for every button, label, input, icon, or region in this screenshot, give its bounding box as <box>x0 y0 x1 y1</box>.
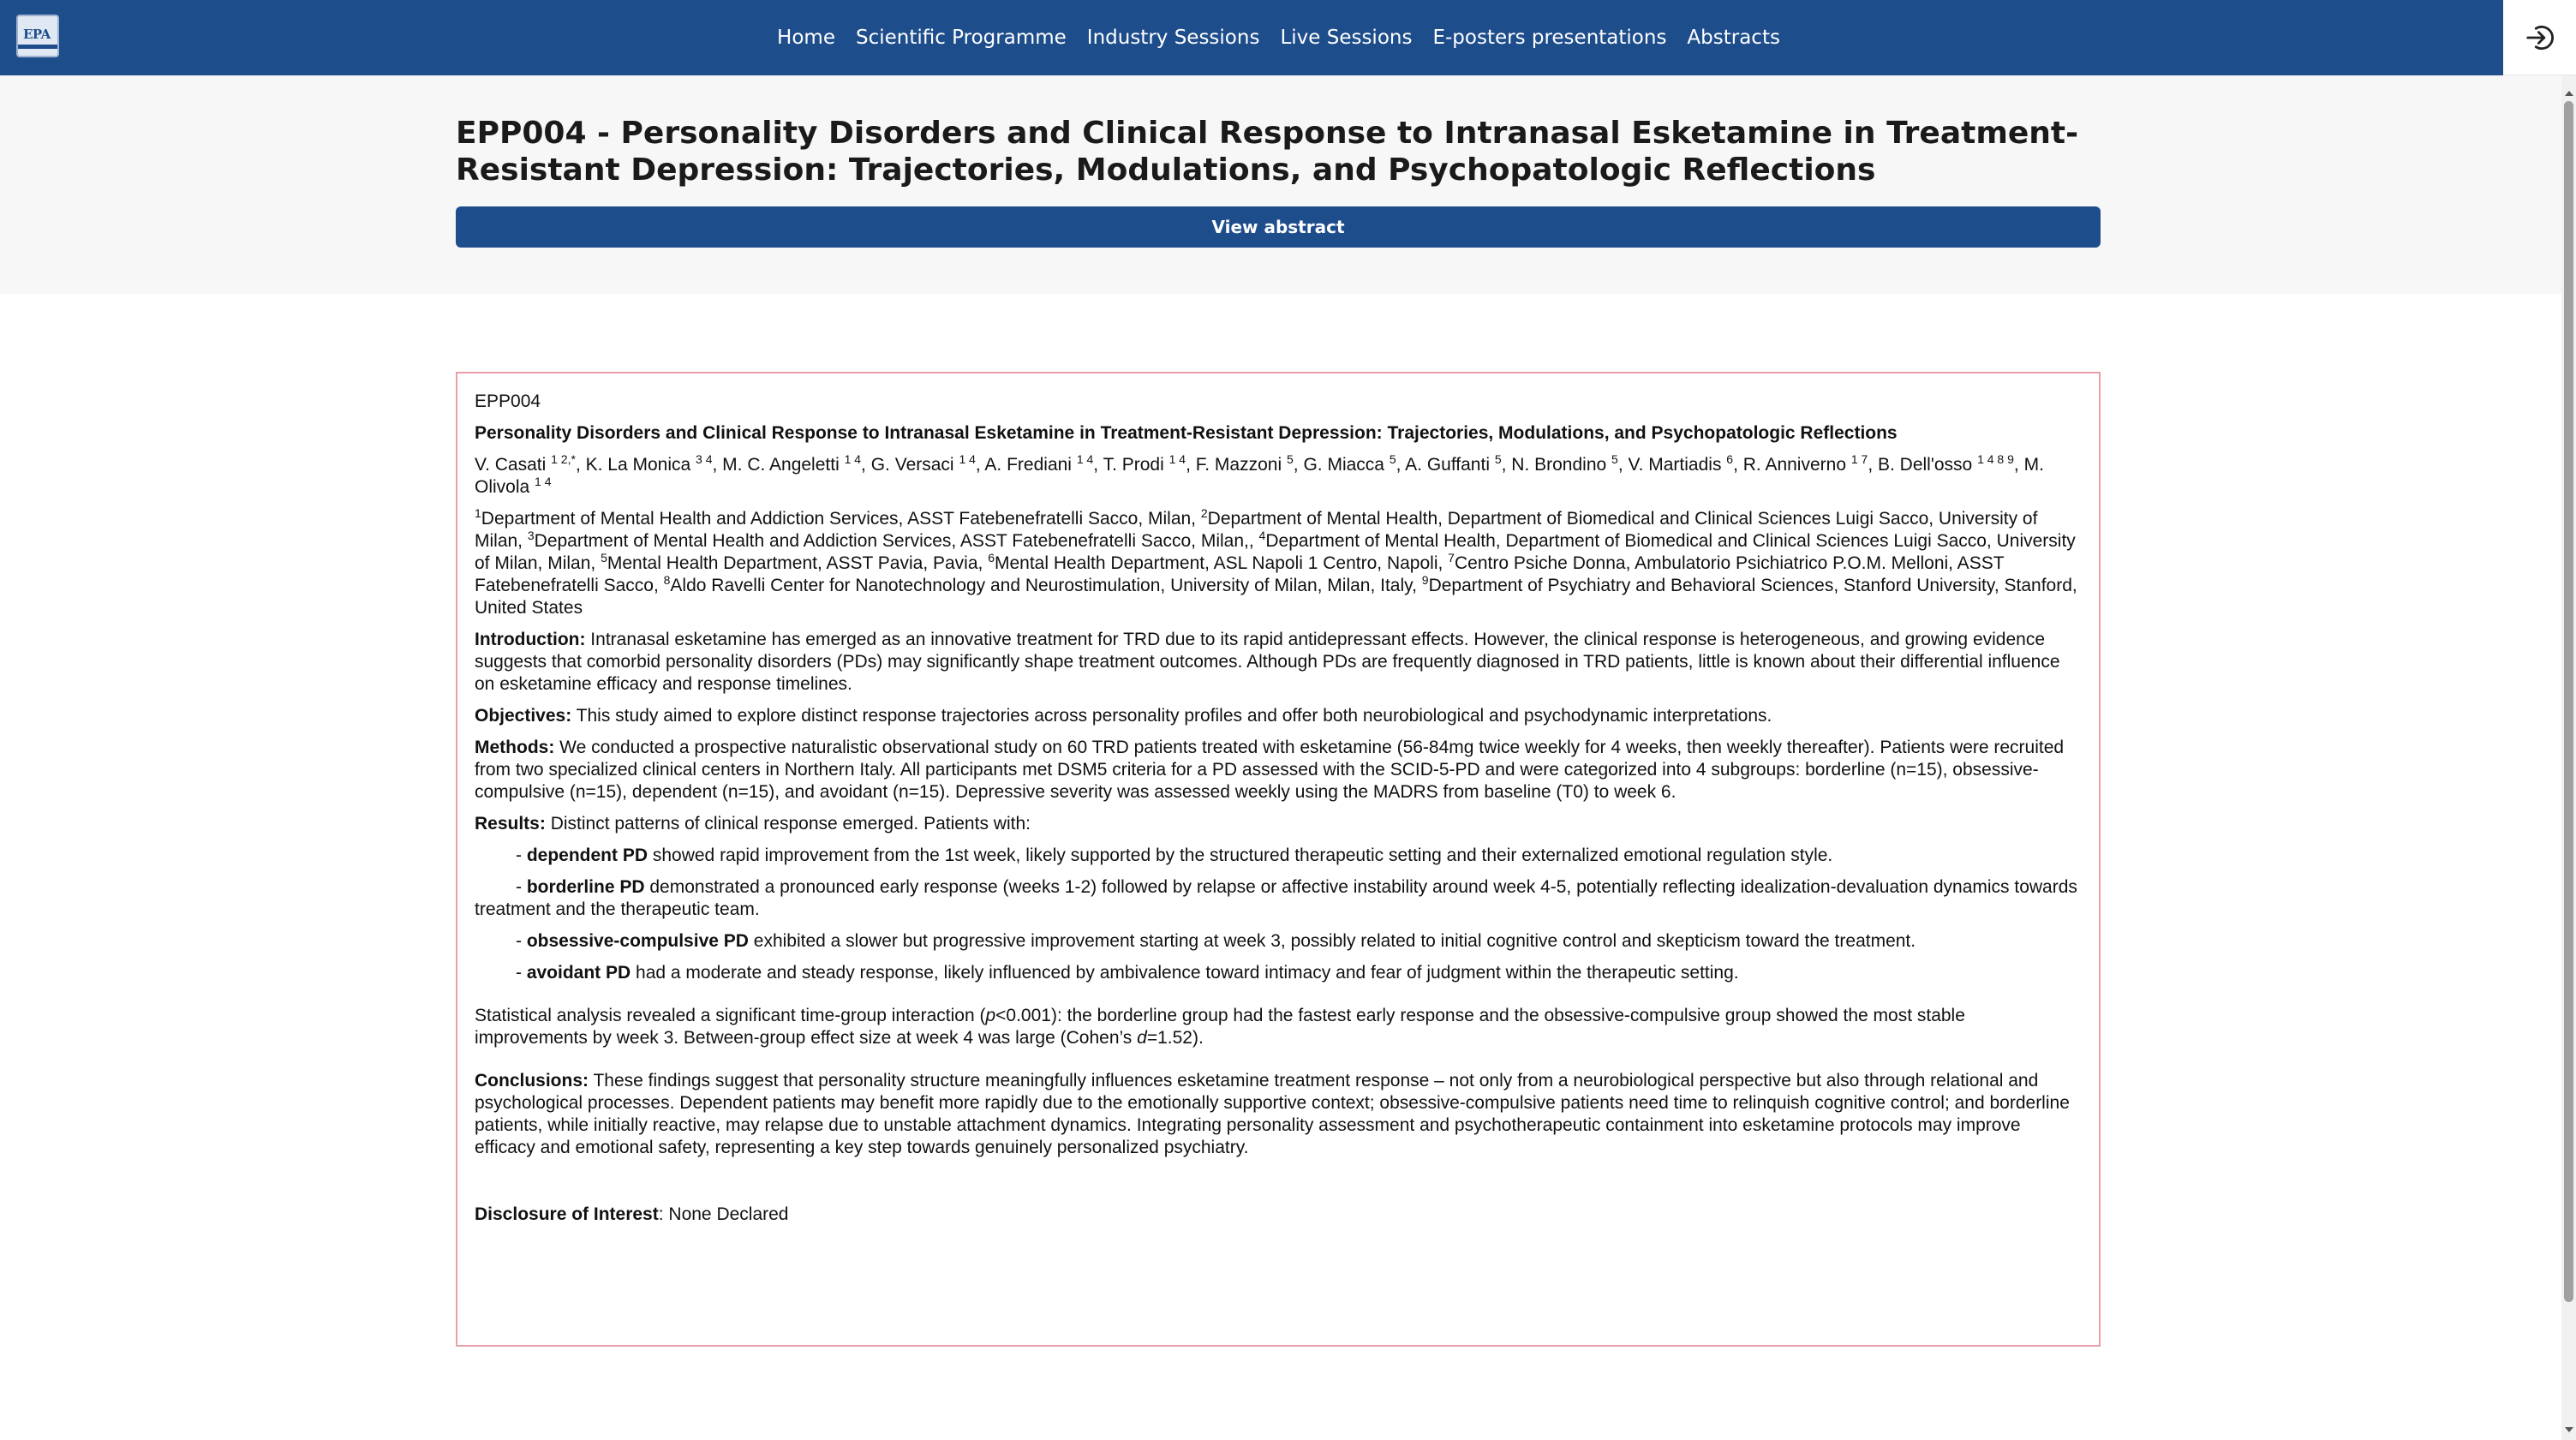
bullet-term: obsessive-compulsive PD <box>526 931 749 951</box>
abstract-title: Personality Disorders and Clinical Response to Intranasal Esketamine in Treatment-Resistant Depression: Trajectories, Modulations, and Psychopatologic Reflections <box>475 423 1898 443</box>
author-affiliation: 1 7 <box>1850 452 1868 466</box>
affiliation-number: 9 <box>1421 573 1429 587</box>
author-affiliation: 5 <box>1494 452 1502 466</box>
affiliation-text: Department of Psychiatry and Behavioral Sciences, Stanford University, Stanford, United States <box>475 576 2077 618</box>
main-nav <box>0 0 2503 75</box>
author-name: V. Casati <box>475 455 547 475</box>
affiliation-number: 5 <box>601 551 607 565</box>
author-affiliation: 3 4 <box>696 452 713 466</box>
affiliation-text: Department of Mental Health, Department of Biomedical and Clinical Sciences Luigi Sacco, University of Milan, Milan, <box>475 531 2076 573</box>
author-name: M. C. Angeletti <box>722 455 840 475</box>
affiliation-list <box>475 508 2082 619</box>
results-bullet <box>475 876 2082 921</box>
conclusions-section <box>475 1070 2082 1159</box>
stats-text-c: =1.52). <box>1146 1028 1204 1048</box>
nav-eposters-presentations[interactable]: E-posters presentations <box>1432 27 1667 49</box>
conclusions-label: Conclusions: <box>475 1071 589 1090</box>
affiliation-number: 2 <box>1200 506 1208 520</box>
methods-label: Methods: <box>475 738 555 757</box>
results-label: Results: <box>475 814 546 834</box>
results-text: Distinct patterns of clinical response emerged. Patients with: <box>545 814 1031 834</box>
author-name: G. Miacca <box>1303 455 1384 475</box>
affiliation-text: Aldo Ravelli Center for Nanotechnology and Neurostimulation, University of Milan, Milan, Italy, <box>670 576 1422 595</box>
author-affiliation: 6 <box>1726 452 1734 466</box>
author-name: K. La Monica <box>585 455 691 475</box>
author-affiliation: 1 4 <box>959 452 976 466</box>
introduction-label: Introduction: <box>475 630 586 649</box>
results-bullet <box>475 962 2082 984</box>
bullet-dash: - <box>516 845 527 865</box>
logo-text: EPA <box>23 27 51 42</box>
bullet-text: exhibited a slower but progressive improvement starting at week 3, possibly related to initial cognitive control and skepticism toward the treatment. <box>748 931 1916 951</box>
nav-scientific-programme[interactable]: Scientific Programme <box>855 27 1067 49</box>
affiliation-text: Mental Health Department, ASL Napoli 1 Centro, Napoli, <box>995 553 1449 573</box>
affiliation-number: 4 <box>1258 529 1266 542</box>
author-name: M. Olivola <box>475 455 2044 497</box>
bullet-term: dependent PD <box>526 845 648 865</box>
results-bullet <box>475 845 2082 867</box>
affiliation-number: 7 <box>1448 551 1455 565</box>
scrollbar-thumb[interactable] <box>2564 101 2573 1302</box>
bullet-dash: - <box>516 931 527 951</box>
methods-section <box>475 737 2082 804</box>
author-affiliation: 1 4 8 9 <box>1977 452 2014 466</box>
author-affiliation: 5 <box>1611 452 1618 466</box>
affiliation-text: Department of Mental Health, Department of Biomedical and Clinical Sciences Luigi Sacco, University of Milan, <box>475 509 2038 551</box>
affiliation-number: 1 <box>475 506 481 520</box>
stats-text-a: Statistical analysis revealed a significant time-group interaction ( <box>475 1006 986 1025</box>
author-name: A. Guffanti <box>1405 455 1490 475</box>
author-name: T. Prodi <box>1103 455 1164 475</box>
author-name: R. Anniverno <box>1742 455 1847 475</box>
scroll-up-arrow-icon[interactable] <box>2561 86 2576 100</box>
introduction-text: Intranasal esketamine has emerged as an innovative treatment for TRD due to its rapid antidepressant effects. However, the clinical response is heterogeneous, and growing evidence suggests that comorbid personality disorders (PDs) may significantly shape treatment outcomes. Although PDs are frequently diagnosed in TRD patients, little is known about their differential influence on esketamine efficacy and response timelines. <box>475 630 2060 694</box>
affiliation-text: Centro Psiche Donna, Ambulatorio Psichiatrico P.O.M. Melloni, ASST Fatebenefratelli Sacco, <box>475 553 2005 595</box>
bullet-term: avoidant PD <box>526 963 631 983</box>
affiliation-text: Department of Mental Health and Addiction Services, ASST Fatebenefratelli Sacco, Milan, <box>481 509 1201 529</box>
author-affiliation: 1 4 <box>1168 452 1186 466</box>
login-button[interactable] <box>2503 0 2576 75</box>
author-affiliation: 5 <box>1389 452 1396 466</box>
author-name: N. Brondino <box>1511 455 1607 475</box>
stats-p-symbol: p <box>985 1006 996 1025</box>
nav-home[interactable]: Home <box>777 27 835 49</box>
author-name: V. Martiadis <box>1628 455 1722 475</box>
results-bullet <box>475 930 2082 953</box>
affiliation-text: Mental Health Department, ASST Pavia, Pavia, <box>607 553 989 573</box>
author-affiliation: 1 4 <box>844 452 862 466</box>
author-affiliation: 5 <box>1286 452 1294 466</box>
bullet-text: had a moderate and steady response, likely influenced by ambivalence toward intimacy and fear of judgment within the therapeutic setting. <box>631 963 1739 983</box>
nav-industry-sessions[interactable]: Industry Sessions <box>1086 27 1260 49</box>
objectives-text: This study aimed to explore distinct response trajectories across personality profiles and offer both neurobiological and psychodynamic interpretations. <box>571 706 1772 726</box>
methods-text: We conducted a prospective naturalistic observational study on 60 TRD patients treated with esketamine (56-84mg twice weekly for 4 weeks, then weekly thereafter). Patients were recruited from two specialized clinical centers in Northern Italy. All participants met DSM5 criteria for a PD assessed with the SCID-5-PD and were categorized into 4 subgroups: borderline (n=15), obsessive-compulsive (n=15), dependent (n=15), and avoidant (n=15). Depressive severity was assessed weekly using the MADRS from baseline (T0) to week 6. <box>475 738 2065 802</box>
conclusions-text: These findings suggest that personality structure meaningfully influences esketamine treatment response – not only from a neurobiological perspective but also through relational and psychological processes. Dependent patients may benefit more rapidly due to the emotionally supportive context; obsessive-compulsive patients need time to relinquish cognitive control; and borderline patients, while initially reactive, may relapse due to unstable attachment dynamics. Integrating personality assessment and psychotherapeutic containment into esketamine protocols may improve efficacy and emotional safety, representing a key step towards genuinely personalized psychiatry. <box>475 1071 2070 1157</box>
objectives-label: Objectives: <box>475 706 572 726</box>
abstract-code: EPP004 <box>475 391 541 411</box>
results-section <box>475 813 2082 835</box>
author-affiliation: 1 4 <box>535 475 552 488</box>
nav-live-sessions[interactable]: Live Sessions <box>1280 27 1413 49</box>
disclosure-label: Disclosure of Interest <box>475 1204 659 1224</box>
affiliation-number: 6 <box>988 551 995 565</box>
author-name: F. Mazzoni <box>1195 455 1282 475</box>
view-abstract-button[interactable]: View abstract <box>456 206 2101 248</box>
scroll-down-arrow-icon[interactable] <box>2561 1422 2576 1437</box>
statistics-paragraph <box>475 1005 2082 1049</box>
top-navbar <box>0 0 2503 75</box>
disclosure-text: : None Declared <box>658 1204 789 1224</box>
page-title: EPP004 - Personality Disorders and Clinical Response to Intranasal Esketamine in Treatment-Resistant Depression: Trajectories, Modulations, and Psychopatologic Reflections <box>456 116 2079 188</box>
abstract-panel <box>456 372 2101 1347</box>
nav-abstracts[interactable]: Abstracts <box>1687 27 1780 49</box>
affiliation-number: 3 <box>527 529 535 542</box>
bullet-term: borderline PD <box>526 877 645 897</box>
author-list: V. Casati $^{1 2,*}$, K. La Monica $^{3 4}$, M. C. Angeletti $^{1 4}$, G. Versaci $^{1 4}$, A. Frediani $^{1 4}$, T. Prodi $^{1 4}$, F. Mazzoni $^5$, G. Miacca $^5$, A. Guffanti $^5$, N. Brondino $^5$, V. Martiadis $^6$, R. Anniverno $^{1 7}$, B. Dell'osso $^{1 4 8 9}$, M. Olivola $^{1 4}$ <box>475 452 2044 497</box>
affiliation-number: 8 <box>663 573 671 587</box>
bullet-text: showed rapid improvement from the 1st week, likely supported by the structured therapeutic setting and their externalized emotional regulation style. <box>648 845 1833 865</box>
objectives-section <box>475 705 2082 727</box>
bullet-dash: - <box>516 877 527 897</box>
author-name: A. Frediani <box>984 455 1072 475</box>
disclosure-section <box>475 1204 2082 1226</box>
author-name: B. Dell'osso <box>1878 455 1973 475</box>
author-name: G. Versaci <box>870 455 954 475</box>
login-icon <box>2524 21 2556 54</box>
stats-d-symbol: d <box>1137 1028 1147 1048</box>
bullet-dash: - <box>516 963 527 983</box>
stats-text-b: <0.001): the borderline group had the fastest early response and the obsessive-compulsive group showed the most stable improvements by week 3. Between-group effect size at week 4 was large (Cohen’s <box>475 1006 1965 1048</box>
author-affiliation: 1 4 <box>1076 452 1094 466</box>
author-affiliation: 1 2,* <box>551 452 576 466</box>
introduction-section <box>475 629 2082 696</box>
affiliation-text: Department of Mental Health and Addiction Services, ASST Fatebenefratelli Sacco, Milan,, <box>534 531 1259 551</box>
bullet-text: demonstrated a pronounced early response (weeks 1-2) followed by relapse or affective instability around week 4-5, potentially reflecting idealization-devaluation dynamics towards treatment and the therapeutic team. <box>475 877 2077 919</box>
